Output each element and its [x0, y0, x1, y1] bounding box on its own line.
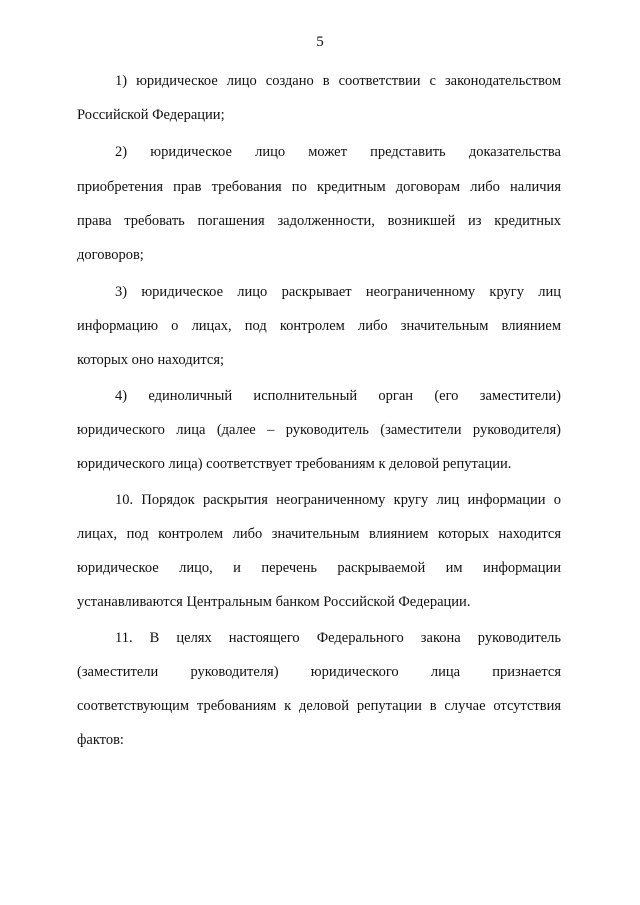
text-line: 4) единоличный исполнительный орган (его заместители) — [115, 388, 561, 404]
text-line: Российской Федерации; — [77, 107, 225, 123]
text-line: юридическое лицо, и перечень раскрываемой им информации — [77, 560, 561, 576]
text-line: фактов: — [77, 732, 124, 748]
text-line: 10. Порядок раскрытия неограниченному кругу лиц информации о — [115, 492, 561, 508]
text-line: 11. В целях настоящего Федерального закона руководитель — [115, 630, 561, 646]
text-line: 3) юридическое лицо раскрывает неограниченному кругу лиц — [115, 284, 561, 300]
text-line: договоров; — [77, 247, 144, 263]
text-line: юридического лица (далее – руководитель (заместители руководителя) — [77, 422, 561, 438]
text-line: права требовать погашения задолженности, возникшей из кредитных — [77, 213, 561, 229]
text-line: (заместители руководителя) юридического лица признается — [77, 664, 561, 680]
page-number: 5 — [316, 34, 324, 50]
text-line: 1) юридическое лицо создано в соответствии с законодательством — [115, 73, 561, 89]
text-line: которых оно находится; — [77, 352, 225, 368]
text-line: информацию о лицах, под контролем либо значительным влиянием — [77, 318, 561, 334]
text-line: соответствующим требованиям к деловой репутации в случае отсутствия — [77, 698, 561, 714]
text-line: лицах, под контролем либо значительным влиянием которых находится — [77, 526, 561, 542]
text-line: 2) юридическое лицо может представить доказательства — [115, 144, 561, 160]
text-line: приобретения прав требования по кредитным договорам либо наличия — [77, 179, 561, 195]
text-line: юридического лица) соответствует требованиям к деловой репутации. — [77, 456, 512, 472]
text-line: устанавливаются Центральным банком Российской Федерации. — [77, 594, 471, 610]
